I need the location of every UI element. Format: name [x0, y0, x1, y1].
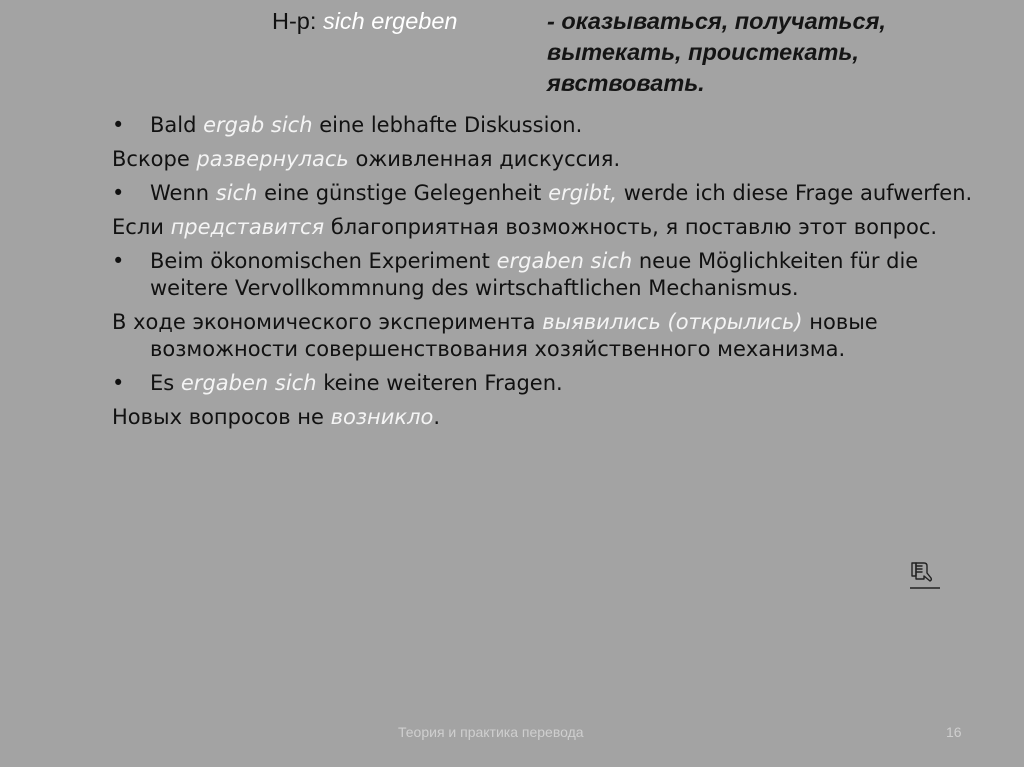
highlight-term: ergab sich: [203, 113, 313, 137]
page-number: 16: [946, 724, 962, 740]
highlight-term: ergaben sich: [496, 249, 633, 273]
highlight-term: представится: [170, 215, 325, 239]
example-de-3: • Beim ökonomischen Experiment ergaben sich neue Möglichkeiten für die weitere Vervollkommnung des wirtschaftlichen Mechanismus.: [112, 248, 992, 302]
thumbs-down-hand-icon[interactable]: [906, 560, 942, 590]
example-de-2: • Wenn sich eine günstige Gelegenheit ergibt, werde ich diese Frage aufwerfen.: [112, 180, 992, 207]
example-ru-4: Новых вопросов не возникло.: [112, 405, 441, 429]
footer-title: Теория и практика перевода: [398, 724, 584, 740]
slide-heading: [272, 6, 458, 37]
example-ru-2: Если представится благоприятная возможность, я поставлю этот вопрос.: [112, 215, 938, 239]
highlight-term: sich: [215, 181, 258, 205]
highlight-term: выявились (открылись): [542, 310, 803, 334]
heading-term: sich ergeben: [322, 8, 458, 34]
highlight-term: ergaben sich: [180, 371, 317, 395]
heading-translation: - оказываться, получаться, вытекать, проистекать, явствовать.: [547, 8, 886, 96]
highlight-term: ergibt,: [548, 181, 618, 205]
example-list: [112, 112, 992, 438]
example-de-1: • Bald ergab sich eine lebhafte Diskussion.: [112, 112, 992, 139]
example-ru-1: Вскоре развернулась оживленная дискуссия.: [112, 147, 621, 171]
highlight-term: возникло: [330, 405, 434, 429]
heading-prefix: Н-р:: [272, 8, 323, 34]
highlight-term: развернулась: [196, 147, 349, 171]
example-de-4: • Es ergaben sich keine weiteren Fragen.: [112, 370, 992, 397]
example-ru-3: В ходе экономического эксперимента выявились (открылись) новые возможности совершенствования хозяйственного механизма.: [112, 310, 878, 361]
